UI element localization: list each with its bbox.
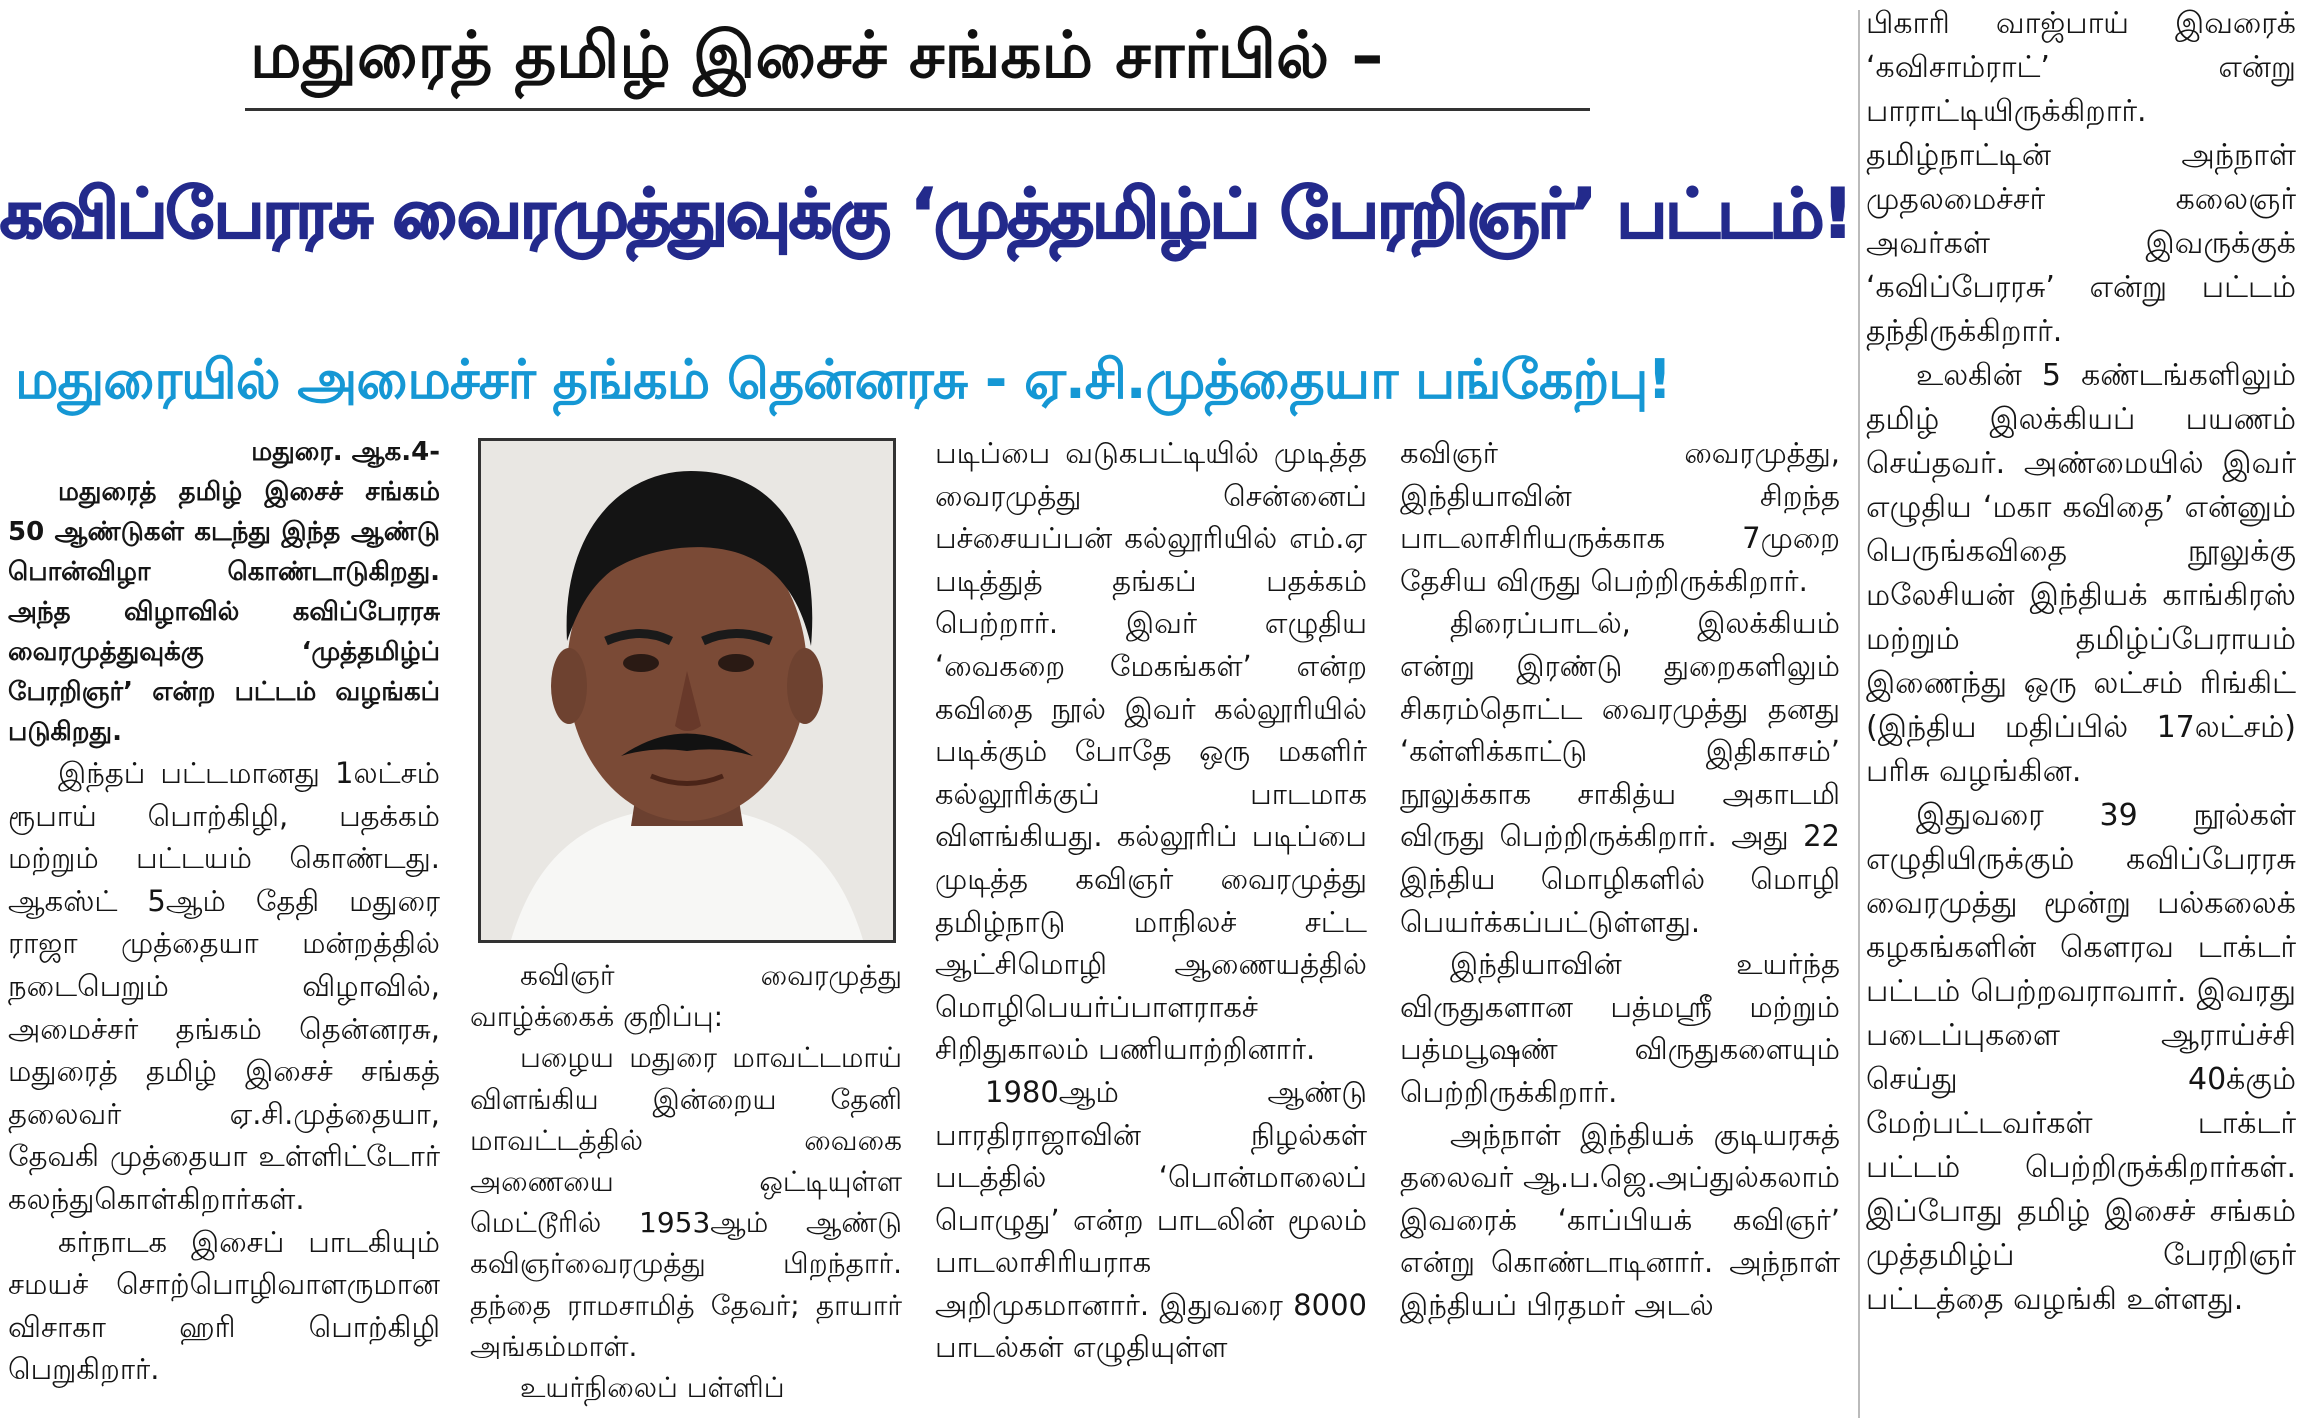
paragraph: இந்தியாவின் உயர்ந்த விருதுகளான பத்மஸ்ரீ மற்றும் பத்மபூஷண் விருதுகளையும் பெற்றிருக்கிறார். bbox=[1400, 947, 1840, 1109]
column-4 bbox=[1400, 432, 1840, 1417]
dateline: மதுரை. ஆக.4- bbox=[251, 437, 440, 467]
paragraph: திரைப்பாடல், இலக்கியம் என்று இரண்டு துறைகளிலும் சிகரம்தொட்ட வைரமுத்து தனது ‘கள்ளிக்காட்டு இதிகாசம்’ நூலுக்காக சாகித்ய அகாடமி விருது பெற்றிருக்கிறார். அது 22 இந்திய மொழிகளில் மொழி பெயர்க்கப்பட்டுள்ளது. bbox=[1400, 606, 1840, 939]
paragraph: இதுவரை 39 நூல்கள் எழுதியிருக்கும் கவிப்பேரரசு வைரமுத்து மூன்று பல்கலைக் கழகங்களின் கௌரவ டாக்டர் பட்டம் பெற்றவராவார். இவரது படைப்புகளை ஆராய்ச்சி செய்து 40க்கும் மேற்பட்டவர்கள் டாக்டர் பட்டம் பெற்றிருக்கிறார்கள். இப்போது தமிழ் இசைச் சங்கம் முத்தமிழ்ப் பேரறிஞர் பட்டத்தை வழங்கி உள்ளது. bbox=[1866, 798, 2296, 1317]
paragraph: உயர்நிலைப் பள்ளிப் bbox=[520, 1371, 785, 1405]
paragraph: அந்நாள் இந்தியக் குடியரசுத் தலைவர் ஆ.ப.ஜெ.அப்துல்கலாம் இவரைக் ‘காப்பியக் கவிஞர்’ என்று கொண்டாடினார். அந்நாள் இந்தியப் பிரதமர் அடல் bbox=[1400, 1117, 1840, 1322]
column-separator bbox=[1858, 10, 1860, 1418]
article-kicker: மதுரைத் தமிழ் இசைச் சங்கம் சார்பில் – bbox=[250, 19, 1384, 93]
paragraph: கவிஞர் வைரமுத்து, இந்தியாவின் சிறந்த பாடலாசிரியருக்காக 7முறை தேசிய விருது பெற்றிருக்கிறார். bbox=[1400, 436, 1840, 598]
paragraph: பழைய மதுரை மாவட்டமாய் விளங்கிய இன்றைய தேனி மாவட்டத்தில் வைகை அணையை ஒட்டியுள்ள மெட்டூரில் 1953ஆம் ஆண்டு கவிஞர்வைரமுத்து பிறந்தார். தந்தை ராமசாமித் தேவர்; தாயார் அங்கம்மாள். bbox=[470, 1041, 902, 1363]
bio-heading: கவிஞர் வைரமுத்து வாழ்க்கைக் குறிப்பு: bbox=[470, 959, 902, 1034]
column-5 bbox=[1866, 2, 2296, 1416]
paragraph: இந்தப் பட்டமானது 1லட்சம் ரூபாய் பொற்கிழி, பதக்கம் மற்றும் பட்டயம் கொண்டது. ஆகஸ்ட் 5ஆம் தேதி மதுரை ராஜா முத்தையா மன்றத்தில் நடைபெறும் விழாவில், அமைச்சர் தங்கம் தென்னரசு, மதுரைத் தமிழ் இசைச் சங்கத் தலைவர் ஏ.சி.முத்தையா, தேவகி முத்தையா உள்ளிட்டோர் கலந்துகொள்கிறார்கள். bbox=[8, 756, 440, 1216]
lead-paragraph: மதுரைத் தமிழ் இசைச் சங்கம் 50 ஆண்டுகள் கடந்து இந்த ஆண்டு பொன்விழா கொண்டாடுகிறது. அந்த விழாவில் கவிப்பேரரசு வைரமுத்துவுக்கு ‘முத்தமிழ்ப் பேரறிஞர்’ என்ற பட்டம் வழங்கப் படுகிறது. bbox=[8, 477, 440, 747]
column-1 bbox=[8, 432, 440, 1417]
paragraph: உலகின் 5 கண்டங்களிலும் தமிழ் இலக்கியப் பயணம் செய்தவர். அண்மையில் இவர் எழுதிய ‘மகா கவிதை’ என்னும் பெருங்கவிதை நூலுக்கு மலேசியன் இந்தியக் காங்கிரஸ் மற்றும் தமிழ்ப்பேராயம் இணைந்து ஒரு லட்சம் ரிங்கிட் (இந்திய மதிப்பில் 17லட்சம்) பரிசு வழங்கின. bbox=[1866, 358, 2296, 789]
paragraph: படிப்பை வடுகபட்டியில் முடித்த வைரமுத்து சென்னைப் பச்சையப்பன் கல்லூரியில் எம்.ஏ படித்துத் தங்கப் பதக்கம் பெற்றார். இவர் எழுதிய ‘வைகறை மேகங்கள்’ என்ற கவிதை நூல் இவர் கல்லூரியில் படிக்கும் போதே ஒரு மகளிர் கல்லூரிக்குப் பாடமாக விளங்கியது. கல்லூரிப் படிப்பை முடித்த கவிஞர் வைரமுத்து தமிழ்நாடு மாநிலச் சட்ட ஆட்சிமொழி ஆணையத்தில் மொழிபெயர்ப்பாளராகச் சிறிதுகாலம் பணியாற்றினார். bbox=[935, 436, 1367, 1067]
paragraph: கர்நாடக இசைப் பாடகியும் சமயச் சொற்பொழிவாளருமான விசாகா ஹரி பொற்கிழி பெறுகிறார். bbox=[8, 1224, 440, 1387]
paragraph: 1980ஆம் ஆண்டு பாரதிராஜாவின் நிழல்கள் படத்தில் ‘பொன்மாலைப் பொழுது’ என்ற பாடலின் மூலம் பாடலாசிரியராக அறிமுகமானார். இதுவரை 8000 பாடல்கள் எழுதியுள்ள bbox=[935, 1074, 1367, 1365]
kicker-rule bbox=[245, 108, 1590, 111]
column-3 bbox=[935, 432, 1367, 1417]
article-subheadline: மதுரையில் அமைச்சர் தங்கம் தென்னரசு - ஏ.சி.முத்தையா பங்கேற்பு! bbox=[15, 348, 1672, 411]
portrait-illustration bbox=[481, 441, 893, 940]
article-headline: கவிப்பேரரசு வைரமுத்துவுக்கு ‘முத்தமிழ்ப் பேரறிஞர்’ பட்டம்! bbox=[0, 175, 1852, 254]
paragraph: பிகாரி வாஜ்பாய் இவரைக் ‘கவிசாம்ராட்’ என்று பாராட்டியிருக்கிறார். தமிழ்நாட்டின் அந்நாள் முதலமைச்சர் கலைஞர் அவர்கள் இவருக்குக் ‘கவிப்பேரரசு’ என்று பட்டம் தந்திருக்கிறார். bbox=[1866, 6, 2296, 349]
portrait-photo bbox=[478, 438, 896, 943]
column-2 bbox=[470, 955, 902, 1415]
